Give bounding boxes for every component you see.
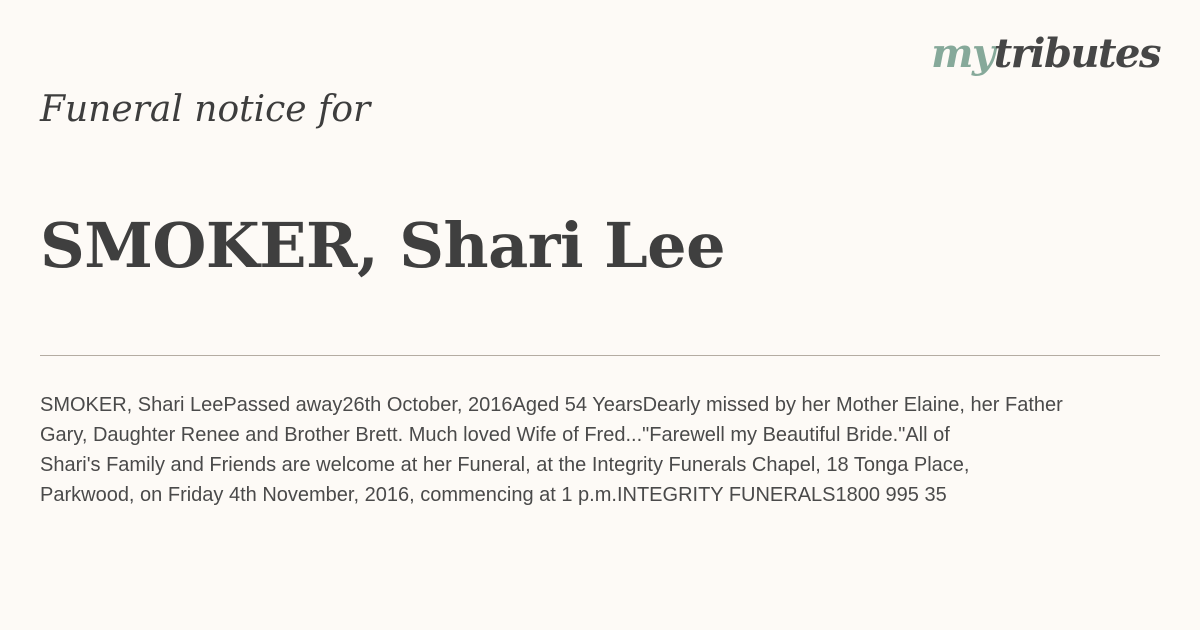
notice-body: SMOKER, Shari LeePassed away26th October, 2016Aged 54 YearsDearly missed by her Mother Elaine, her Father Gary, Daughter Renee and Brother Brett. Much loved Wife of Fred..."Farewell my Beautiful Bride."All of Shari's Family and Friends are welcome at her Funeral, at the Integrity Funerals Chapel, 18 Tonga Place, Parkwood, on Friday 4th November, 2016, commencing at 1 p.m.INTEGRITY FUNERALS1800 995 35: [40, 394, 1063, 506]
deceased-name: SMOKER, Shari Lee: [40, 209, 726, 282]
logo-tributes-text: tributes: [993, 30, 1160, 77]
section-divider: [40, 355, 1160, 356]
logo-my-text: my: [931, 30, 994, 77]
notice-kicker: Funeral notice for: [40, 89, 371, 130]
mytributes-logo[interactable]: [931, 30, 1160, 77]
